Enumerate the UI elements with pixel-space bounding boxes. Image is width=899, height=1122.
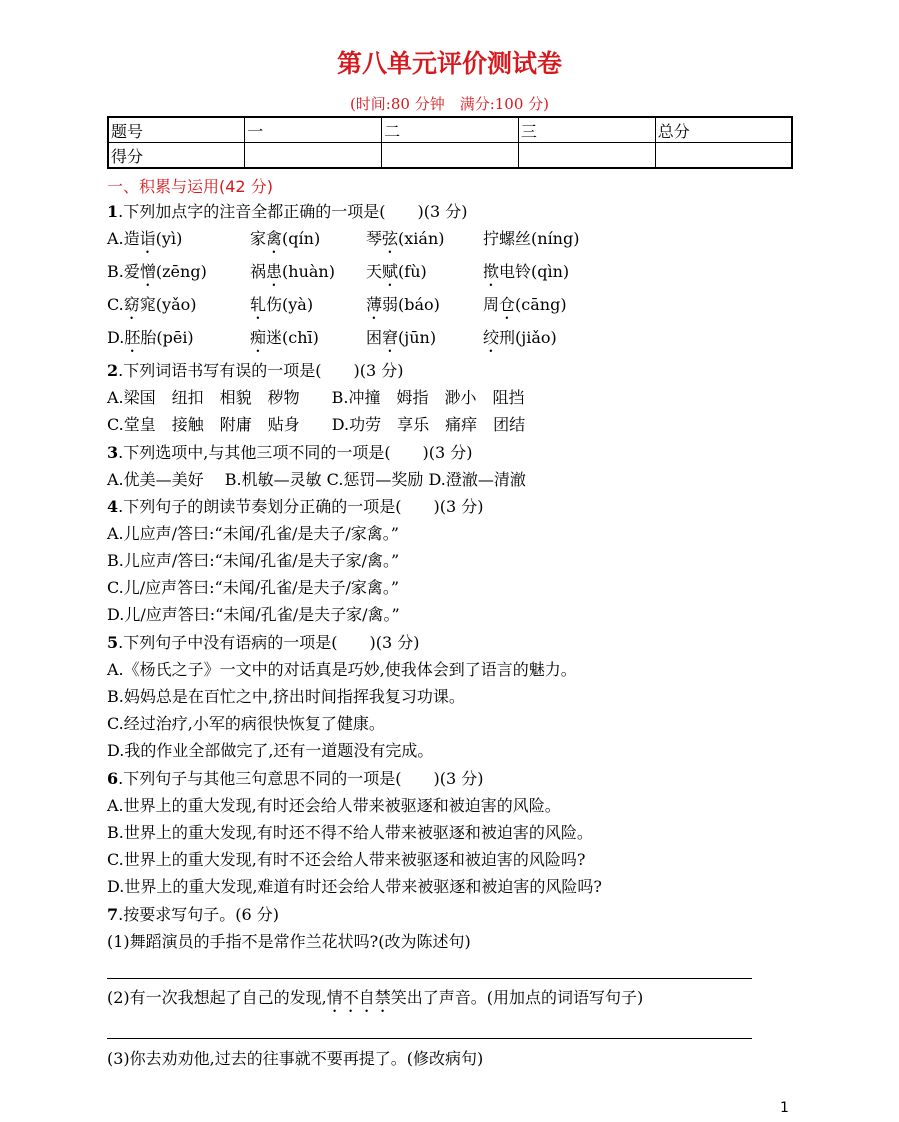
dotted-char: 薄 (366, 295, 383, 314)
question-number: 2 (107, 361, 119, 380)
option-line: A.世界上的重大发现,有时还会给人带来被驱逐和被迫害的风险。 (107, 796, 561, 815)
answer-line[interactable] (107, 1038, 752, 1039)
option-text: (qín) (282, 229, 321, 248)
option-line: C.世界上的重大发现,有时不还会给人带来被驱逐和被迫害的风险吗? (107, 850, 586, 869)
option-line: B.妈妈总是在百忙之中,挤出时间指挥我复习功课。 (107, 687, 465, 706)
option-line: C.堂皇 接触 附庸 贴身 D.功劳 享乐 痛痒 团结 (107, 415, 526, 434)
option-text: B.爱 (107, 262, 140, 281)
q1-option-item (483, 295, 567, 323)
option-text: 拧 (483, 229, 500, 248)
option-text: 螺丝(níng) (499, 229, 580, 248)
score-row-label: 得分 (108, 143, 245, 169)
q1-option-item (250, 328, 319, 356)
option-line: C.经过治疗,小军的病很快恢复了健康。 (107, 714, 385, 733)
q1-option-item (107, 328, 194, 356)
section-heading: 一、积累与运用(42 分) (107, 177, 273, 196)
option-text: 天 (366, 262, 383, 281)
dotted-char: 痴 (250, 328, 267, 347)
option-text: 伤(yà) (266, 295, 314, 314)
option-line: D.世界上的重大发现,难道有时还会给人带来被驱逐和被迫害的风险吗? (107, 877, 603, 896)
dotted-char: 轧 (250, 295, 267, 314)
question-5-stem (107, 633, 419, 653)
question-text: .下列句子与其他三句意思不同的一项是( )(3 分) (118, 769, 484, 788)
score-header-cell: 一 (245, 117, 382, 143)
question-1-stem (107, 202, 467, 222)
question-text: .下列句子的朗读节奏划分正确的一项是( )(3 分) (118, 497, 484, 516)
q1-option-item (366, 328, 436, 356)
exam-subtitle: (时间:80 分钟 满分:100 分) (349, 95, 550, 113)
question-number: 1 (107, 202, 119, 221)
score-header-cell: 题号 (108, 117, 245, 143)
dotted-char: 窘 (382, 328, 399, 347)
option-line: A.梁国 纽扣 相貌 秽物 B.冲撞 姆指 渺小 阻挡 (107, 388, 525, 407)
question-text: .下列选项中,与其他三项不同的一项是( )(3 分) (118, 443, 473, 462)
sub-question-1: (1)舞蹈演员的手指不是常作兰花状吗?(改为陈述句) (107, 932, 471, 951)
q1-option-item (366, 295, 440, 323)
score-table (107, 116, 793, 169)
q1-option-item (366, 262, 427, 290)
option-line: A.《杨氏之子》一文中的对话真是巧妙,使我体会到了语言的魅力。 (107, 660, 577, 679)
option-text: 迷(chī) (266, 328, 319, 347)
dotted-char: 窈 (123, 295, 140, 314)
page-number: 1 (780, 1100, 789, 1116)
score-cell[interactable] (382, 143, 519, 169)
option-text: 家 (250, 229, 267, 248)
option-text: 困 (366, 328, 383, 347)
score-header-cell: 总分 (655, 117, 792, 143)
question-7-stem (107, 905, 279, 925)
option-text: 窕(yǎo) (139, 295, 197, 314)
option-text: (xián) (398, 229, 445, 248)
dotted-char: 绞 (483, 328, 500, 347)
score-table-score-row (108, 143, 792, 169)
dotted-char: 赋 (382, 262, 399, 281)
q1-option-item (107, 262, 207, 290)
option-line: B.儿应声/答曰:“未闻/孔雀/是夫子家/禽。” (107, 551, 400, 570)
dotted-char: 憎 (139, 262, 156, 281)
q1-option-item (483, 262, 569, 290)
score-table-header-row (108, 117, 792, 143)
score-cell[interactable] (518, 143, 655, 169)
dotted-char: 患 (266, 262, 283, 281)
sub-question-3: (3)你去劝劝他,过去的往事就不要再提了。(修改病句) (107, 1049, 484, 1068)
sub-question-text: 笑出了声音。(用加点的词语写句子) (390, 988, 644, 1007)
option-line: A.优美—美好 B.机敏—灵敏 C.惩罚—奖励 D.澄澈—清澈 (107, 470, 526, 489)
question-3-stem (107, 443, 473, 463)
sub-question-text: (2)有一次我想起了自己的发现, (107, 988, 327, 1007)
option-text: 胎(pēi) (140, 328, 194, 347)
q1-option-item (250, 229, 320, 257)
option-text: D. (107, 328, 125, 347)
score-cell[interactable] (245, 143, 382, 169)
option-text: 刑(jiǎo) (499, 328, 557, 347)
question-text: .下列句子中没有语病的一项是( )(3 分) (118, 633, 420, 652)
dotted-char: 弦 (382, 229, 399, 248)
dotted-char: 禽 (266, 229, 283, 248)
option-text: 周 (483, 295, 500, 314)
option-text: 弱(báo) (382, 295, 440, 314)
question-number: 5 (107, 633, 119, 652)
score-header-cell: 二 (382, 117, 519, 143)
dotted-char: 胚 (124, 328, 141, 347)
dotted-char: 诣 (139, 229, 156, 248)
option-text: (yì) (155, 229, 183, 248)
score-header-cell: 三 (518, 117, 655, 143)
question-number: 6 (107, 769, 119, 788)
q1-option-item (250, 262, 335, 290)
option-text: 琴 (366, 229, 383, 248)
answer-line[interactable] (107, 978, 752, 979)
q1-option-item (107, 229, 182, 257)
question-number: 7 (107, 905, 119, 924)
option-text: 电铃(qìn) (499, 262, 570, 281)
page-title: 第八单元评价测试卷 (336, 49, 562, 78)
q1-option-item (366, 229, 445, 257)
dotted-word: 情不自禁 (326, 988, 391, 1007)
question-number: 3 (107, 443, 119, 462)
option-text: (huàn) (282, 262, 335, 281)
sub-question-2 (107, 988, 643, 1016)
q1-option-item (483, 229, 579, 257)
question-text: .下列词语书写有误的一项是( )(3 分) (118, 361, 404, 380)
question-2-stem (107, 361, 403, 381)
option-line: B.世界上的重大发现,有时还不得不给人带来被驱逐和被迫害的风险。 (107, 823, 593, 842)
option-text: (fù) (398, 262, 427, 281)
option-text: A.造 (107, 229, 140, 248)
question-text: .下列加点字的注音全都正确的一项是( )(3 分) (118, 202, 468, 221)
question-number: 4 (107, 497, 119, 516)
option-line: A.儿应声/答曰:“未闻/孔雀/是夫子/家禽。” (107, 524, 399, 543)
option-line: D.我的作业全部做完了,还有一道题没有完成。 (107, 741, 434, 760)
question-4-stem (107, 497, 483, 517)
score-cell[interactable] (655, 143, 792, 169)
option-text: 祸 (250, 262, 267, 281)
option-text: C. (107, 295, 124, 314)
q1-option-item (107, 295, 196, 323)
q1-option-item (483, 328, 557, 356)
question-text: .按要求写句子。(6 分) (118, 905, 279, 924)
option-line: C.儿/应声答曰:“未闻/孔雀/是夫子/家禽。” (107, 578, 400, 597)
question-6-stem (107, 769, 483, 789)
dotted-char: 揿 (483, 262, 500, 281)
option-text: (cāng) (515, 295, 567, 314)
option-line: D.儿/应声答曰:“未闻/孔雀/是夫子家/禽。” (107, 605, 400, 624)
option-text: (zēng) (155, 262, 207, 281)
q1-option-item (250, 295, 313, 323)
dotted-char: 仓 (499, 295, 516, 314)
option-text: (jūn) (398, 328, 437, 347)
